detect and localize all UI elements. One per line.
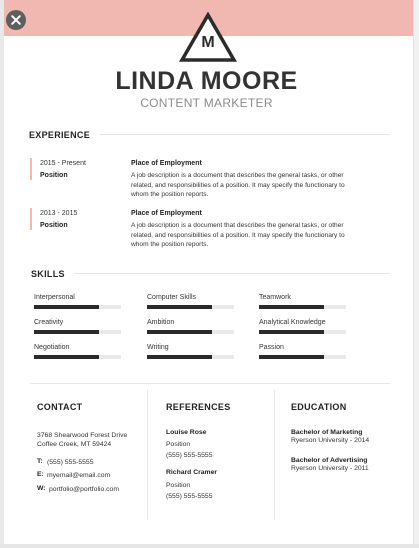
skill-bar-fill: [34, 330, 99, 334]
contact-address-line: Coffee Creek, MT 59424: [37, 441, 112, 448]
education-title: EDUCATION: [291, 402, 347, 412]
contact-email-label: E:: [37, 471, 44, 478]
contact-email-link[interactable]: myemail@email.com: [47, 472, 111, 479]
contact-phone-label: T:: [37, 458, 43, 465]
experience-description-line: A job description is a document that describes the general tasks, or other: [131, 172, 344, 179]
candidate-name: LINDA MOORE: [115, 67, 298, 95]
education-degree: Bachelor of Marketing: [291, 429, 363, 436]
reference-name: Louise Rose: [166, 429, 207, 436]
experience-accent-bar: [30, 158, 32, 180]
experience-place: Place of Employment: [131, 210, 202, 217]
skill-label: Writing: [147, 344, 169, 351]
skill-bar: [259, 305, 346, 309]
skill-label: Analytical Knowledge: [259, 319, 326, 326]
experience-position: Position: [40, 172, 68, 179]
education-school: Ryerson University - 2014: [291, 437, 370, 444]
skill-bar: [259, 330, 346, 334]
reference-phone: (555) 555-5555: [166, 493, 213, 500]
experience-description-line: related, and responsibilities of a position. It may specify the functionary to: [131, 181, 345, 189]
reference-name: Richard Cramer: [166, 469, 217, 476]
experience-place: Place of Employment: [131, 160, 202, 167]
experience-description-line: related, and responsibilities of a position. It may specify the functionary to: [131, 231, 345, 239]
experience-accent-bar: [30, 208, 32, 230]
reference-position: Position: [166, 482, 191, 489]
frame-right-edge: [413, 0, 419, 548]
experience-rule: [100, 134, 390, 135]
skills-rule: [74, 273, 390, 274]
column-divider: [147, 390, 148, 520]
contact-web-link[interactable]: portfolio@portfolio.com: [49, 486, 119, 493]
experience-description: [131, 171, 371, 200]
skill-bar: [34, 330, 121, 334]
experience-description-line: A job description is a document that describes the general tasks, or other: [131, 222, 344, 229]
skill-bar-fill: [147, 330, 212, 334]
skill-label: Interpersonal: [34, 294, 75, 301]
skill-bar-fill: [34, 305, 99, 309]
experience-description-line: whom the position reports.: [131, 191, 209, 199]
skill-label: Computer Skills: [147, 294, 197, 301]
experience-date: 2015 - Present: [40, 160, 86, 167]
close-icon: [6, 10, 26, 30]
skill-bar-fill: [259, 330, 324, 334]
column-divider: [274, 390, 275, 520]
experience-description: [131, 221, 371, 250]
skill-bar-fill: [147, 355, 212, 359]
skill-bar: [147, 330, 234, 334]
monogram: [178, 12, 238, 64]
experience-position: Position: [40, 222, 68, 229]
education-degree: Bachelor of Advertising: [291, 457, 368, 464]
contact-address-line: 3768 Shearwood Forest Drive: [37, 432, 128, 439]
skill-bar-fill: [34, 355, 99, 359]
contact-phone: (555) 555-5555: [47, 459, 94, 466]
skill-bar-fill: [259, 355, 324, 359]
frame-bottom-edge: [0, 544, 419, 548]
skill-label: Negotiation: [34, 344, 70, 351]
experience-title: EXPERIENCE: [29, 130, 91, 140]
skill-bar-fill: [147, 305, 212, 309]
skill-bar: [259, 355, 346, 359]
skill-bar: [147, 355, 234, 359]
reference-phone: (555) 555-5555: [166, 452, 213, 459]
contact-web-label: W:: [37, 485, 46, 492]
contact-title: CONTACT: [37, 402, 83, 412]
experience-description-line: whom the position reports.: [131, 241, 209, 249]
skill-label: Teamwork: [259, 294, 291, 301]
skill-label: Passion: [259, 344, 284, 351]
candidate-role: CONTENT MARKETER: [140, 96, 273, 110]
education-school: Ryerson University - 2011: [291, 465, 369, 472]
skill-bar: [147, 305, 234, 309]
references-title: REFERENCES: [166, 402, 231, 412]
skill-label: Ambition: [147, 319, 175, 326]
monogram-letter: M: [201, 34, 215, 51]
reference-position: Position: [166, 441, 191, 448]
close-button[interactable]: [6, 10, 26, 30]
skill-bar: [34, 355, 121, 359]
skill-label: Creativity: [34, 319, 64, 326]
skill-bar-fill: [259, 305, 324, 309]
skills-title: SKILLS: [31, 269, 65, 279]
skill-bar: [34, 305, 121, 309]
experience-date: 2013 - 2015: [40, 210, 78, 217]
footer-rule: [30, 383, 390, 384]
